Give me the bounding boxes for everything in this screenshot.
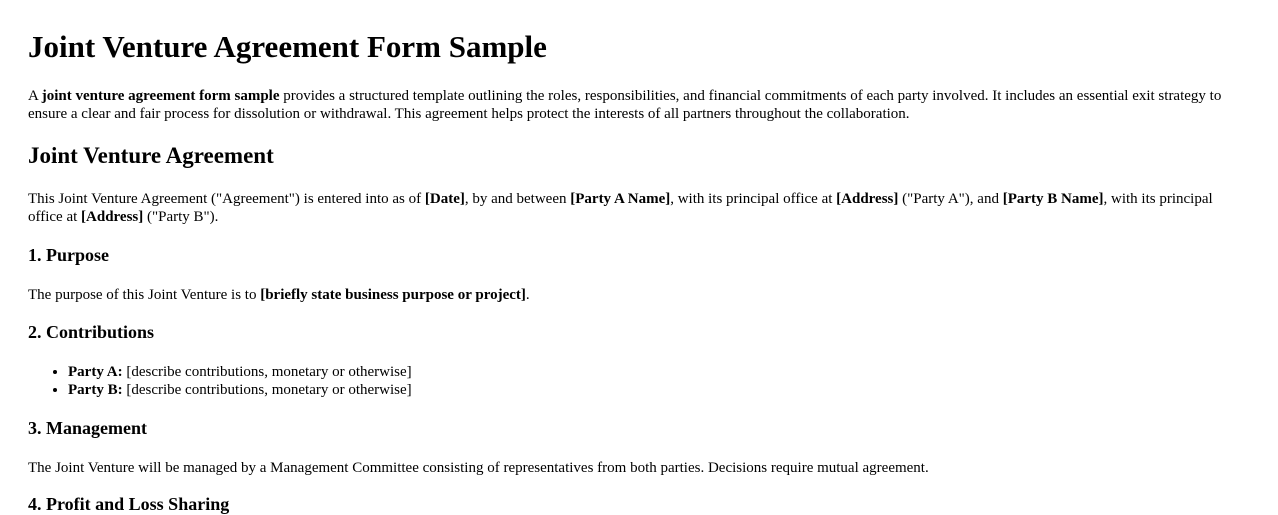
section-heading-profit-loss: 4. Profit and Loss Sharing [28, 494, 230, 514]
preamble-text-3: , with its principal office at [670, 191, 837, 207]
list-item [68, 381, 412, 399]
agreement-heading: Joint Venture Agreement [28, 143, 274, 168]
intro-text-before: A [28, 88, 42, 104]
preamble-party-b: [Party B Name] [1002, 191, 1104, 207]
preamble-text-6: ("Party B"). [143, 209, 219, 225]
section-heading-contributions: 2. Contributions [28, 322, 155, 342]
preamble-date: [Date] [424, 191, 465, 207]
section-heading-purpose: 1. Purpose [28, 245, 109, 265]
intro-bold-phrase: joint venture agreement form sample [41, 88, 280, 104]
preamble-text-4: ("Party A"), and [898, 191, 1003, 207]
preamble-text-1: This Joint Venture Agreement ("Agreement") is entered into as of [28, 191, 425, 207]
intro-paragraph [28, 87, 1238, 123]
intro-text-after: provides a structured template outlining the roles, responsibilities, and financial commitments of each party involved. It includes an essential exit strategy to ensure a clear and fair process for dissolution or withdrawal. This agreement helps protect the interests of all partners throughout the collaboration. [28, 88, 1222, 122]
preamble-paragraph [28, 190, 1238, 226]
list-item [68, 363, 412, 381]
purpose-paragraph [28, 286, 1238, 304]
list-item-text: [describe contributions, monetary or otherwise] [122, 364, 412, 380]
purpose-text-before: The purpose of this Joint Venture is to [28, 287, 261, 303]
section-heading-management: 3. Management [28, 418, 147, 438]
list-item-label: Party B: [68, 382, 123, 398]
list-item-label: Party A: [68, 364, 123, 380]
preamble-address-b: [Address] [81, 209, 144, 225]
list-item-text: [describe contributions, monetary or otherwise] [122, 382, 412, 398]
preamble-address-a: [Address] [836, 191, 899, 207]
contributions-list [28, 363, 412, 399]
purpose-text-bold: [briefly state business purpose or project] [260, 287, 526, 303]
management-paragraph: The Joint Venture will be managed by a Management Committee consisting of representatives from both parties. Decisions require mutual agreement. [28, 460, 929, 476]
preamble-text-2: , by and between [464, 191, 571, 207]
preamble-party-a: [Party A Name] [570, 191, 671, 207]
preamble-text-5: , with its principal office at [28, 191, 1213, 225]
page-title: Joint Venture Agreement Form Sample [28, 29, 547, 64]
purpose-text-after: . [525, 287, 530, 303]
